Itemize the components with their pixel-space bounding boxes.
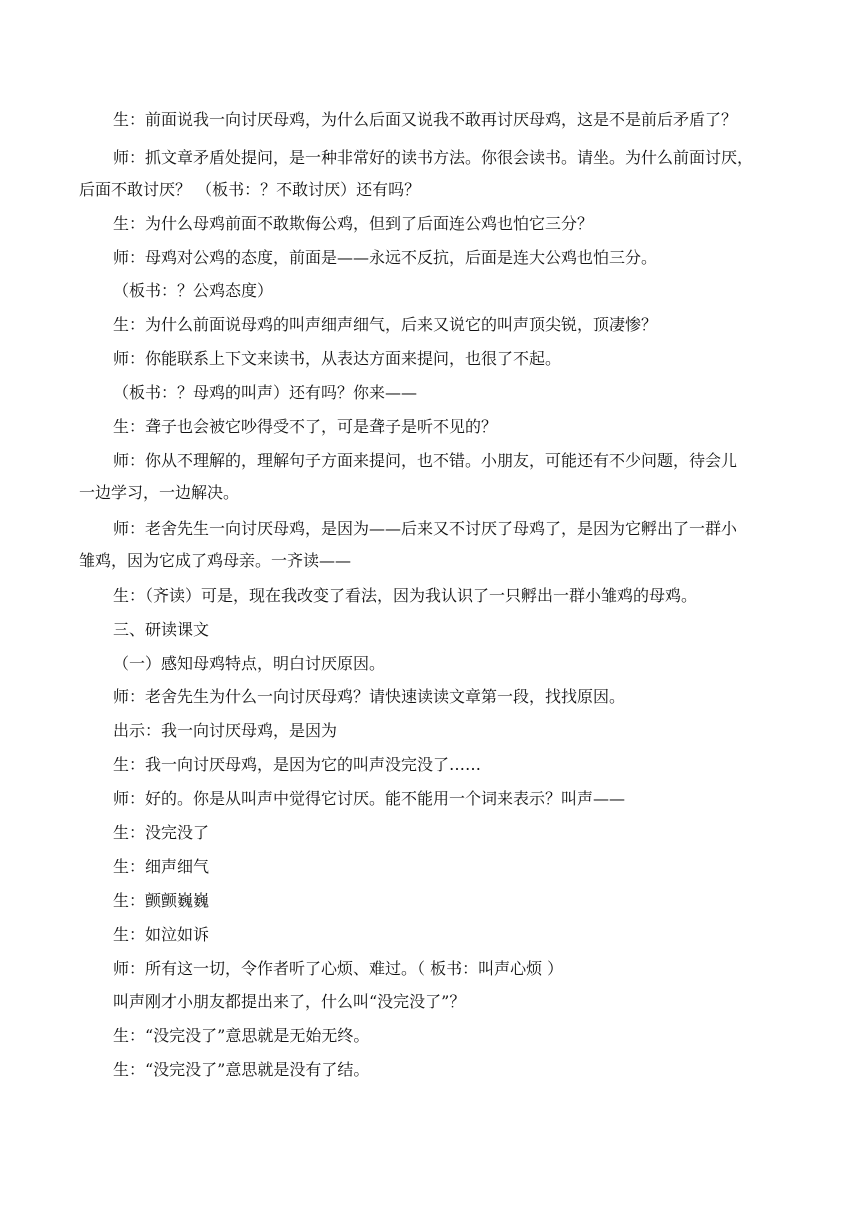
paragraph-line: 生：为什么母鸡前面不敢欺侮公鸡，但到了后面连公鸡也怕它三分？ [113, 214, 594, 233]
paragraph-line: 生：细声细气 [113, 857, 210, 876]
paragraph-line: 生：没完没了 [113, 823, 210, 842]
paragraph-line: 生：聋子也会被它吵得受不了，可是聋子是听不见的？ [113, 417, 498, 436]
paragraph-line: 出示：我一向讨厌母鸡，是因为 [113, 721, 338, 740]
paragraph-line: 生：“没完没了”意思就是无始无终。 [113, 1026, 370, 1045]
paragraph-line: 师：所有这一切，令作者听了心烦、难过。（ 板书：叫声心烦 ） [113, 959, 564, 978]
paragraph-line: 生：（齐读）可是，现在我改变了看法，因为我认识了一只孵出一群小雏鸡的母鸡。 [113, 586, 698, 605]
paragraph-line: 师：好的。你是从叫声中觉得它讨厌。能不能用一个词来表示？叫声—— [113, 789, 626, 808]
paragraph-line: 师：母鸡对公鸡的态度，前面是——永远不反抗，后面是连大公鸡也怕三分。 [113, 248, 658, 267]
paragraph-line: 生：前面说我一向讨厌母鸡，为什么后面又说我不敢再讨厌母鸡，这是不是前后矛盾了？ [113, 110, 738, 129]
paragraph-line: 叫声刚才小朋友都提出来了，什么叫“没完没了”？ [113, 992, 466, 1011]
paragraph-line: 生：“没完没了”意思就是没有了结。 [113, 1060, 370, 1079]
paragraph-line: （板书：？公鸡态度） [113, 281, 274, 300]
paragraph-line: 后面不敢讨厌？ （板书：？不敢讨厌）还有吗？ [79, 180, 421, 199]
paragraph-line: （板书：？母鸡的叫声）还有吗？你来—— [113, 383, 418, 402]
section-heading: 三、研读课文 [113, 620, 210, 639]
paragraph-line: 师：老舍先生为什么一向讨厌母鸡？请快速读读文章第一段，找找原因。 [113, 687, 626, 706]
paragraph-line: 雏鸡，因为它成了鸡母亲。一齐读—— [79, 551, 352, 570]
paragraph-line: 师：你从不理解的，理解句子方面来提问，也不错。小朋友，可能还有不少问题，待会儿 [113, 451, 738, 470]
paragraph-line: 师：老舍先生一向讨厌母鸡，是因为——后来又不讨厌了母鸡了，是因为它孵出了一群小 [113, 519, 738, 538]
paragraph-line: 师：抓文章矛盾处提问，是一种非常好的读书方法。你很会读书。请坐。为什么前面讨厌， [113, 148, 754, 167]
paragraph-line: 一边学习，一边解决。 [79, 483, 240, 502]
paragraph-line: 生：为什么前面说母鸡的叫声细声细气，后来又说它的叫声顶尖锐，顶凄惨？ [113, 315, 658, 334]
paragraph-line: 生：颤颤巍巍 [113, 891, 210, 910]
paragraph-line: 生：我一向讨厌母鸡，是因为它的叫声没完没了…… [113, 755, 482, 774]
paragraph-line: 师：你能联系上下文来读书，从表达方面来提问，也很了不起。 [113, 349, 562, 368]
subsection-heading: （一）感知母鸡特点，明白讨厌原因。 [113, 654, 386, 673]
paragraph-line: 生：如泣如诉 [113, 925, 210, 944]
